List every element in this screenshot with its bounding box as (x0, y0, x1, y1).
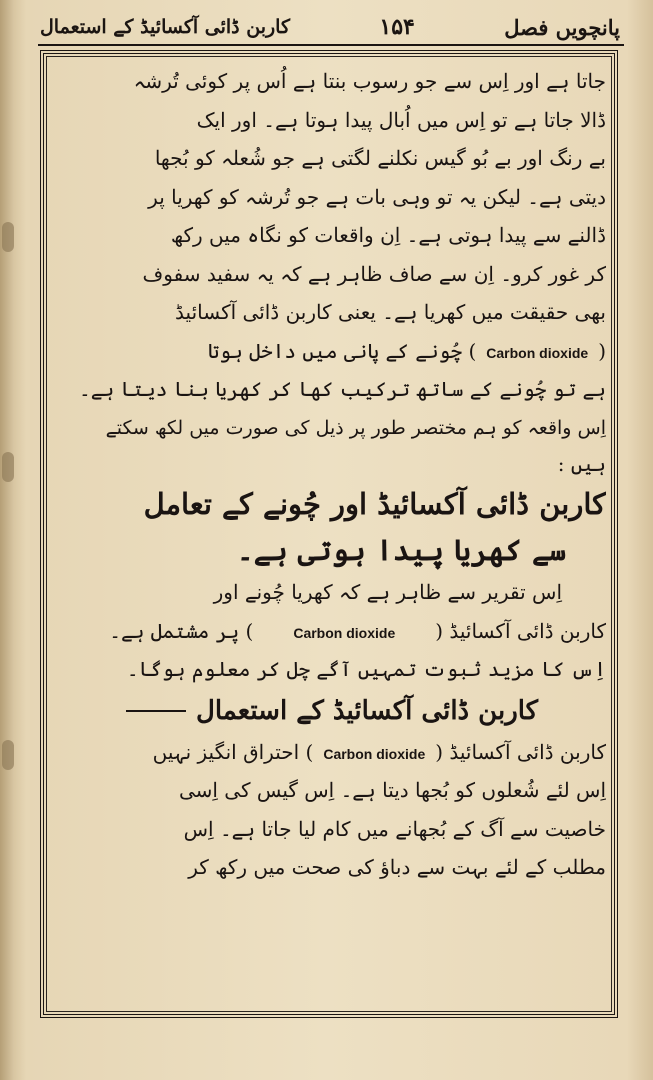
text-fragment: ) احتراق انگیز نہیں (152, 739, 314, 764)
text-line-with-english (58, 733, 606, 772)
text-line: بھی حقیقت میں کھریا ہے۔ یعنی کاربن ڈائی آکسائیڈ (175, 300, 606, 324)
binding-hole (2, 222, 14, 252)
page-number: ۱۵۴ (379, 14, 415, 40)
text-line: ڈالنے سے پیدا ہوتی ہے۔ اِن واقعات کو نگاہ میں رکھ (170, 223, 606, 247)
english-term: Carbon dioxide (486, 344, 589, 361)
section-heading (58, 689, 606, 733)
body-text (58, 62, 606, 887)
text-line: دیتی ہے۔ لیکن یہ تو وہی بات ہے جو تُرشہ کو کھریا پر (148, 184, 606, 209)
text-line: اِس واقعہ کو ہم مختصر طور پر ذیل کی صورت میں لکھ سکتے (105, 416, 606, 439)
chapter-title: پانچویں فصل (504, 14, 620, 40)
section-heading-text: کاربن ڈائی آکسائیڈ کے استعمال (195, 695, 539, 726)
text-line: مطلب کے لئے بہت سے دباؤ کی صحت میں رکھ کر (188, 855, 606, 879)
text-fragment: ) چُونے کے پانی میں داخل ہوتا (207, 338, 477, 363)
heading-rule (126, 710, 186, 712)
text-line: اِس لئے شُعلوں کو بُجھا دیتا ہے۔ اِس گیس کی اِسی (178, 778, 606, 802)
text-line-with-english (58, 332, 606, 371)
text-line: ہیں : (557, 452, 606, 476)
text-line-with-english (58, 612, 606, 651)
text-fragment: ( (598, 338, 606, 363)
binding-hole (2, 740, 14, 770)
text-line: ہے تو چُونے کے ساتھ ترکیب کھا کر کھریا بنا دیتا ہے۔ (79, 377, 606, 401)
text-line: اِس تقریر سے ظاہر ہے کہ کھریا چُونے اور (213, 580, 562, 604)
page-header (40, 10, 620, 44)
text-line: اِس کا مزید ثبوت تمہیں آگے چل کر معلوم ہوگا۔ (126, 657, 606, 681)
text-fragment: کاربن ڈائی آکسائیڈ ( (435, 618, 606, 643)
running-title: کاربن ڈائی آکسائیڈ کے استعمال (40, 16, 290, 38)
header-rule (38, 44, 624, 46)
bold-statement-line: کاربن ڈائی آکسائیڈ اور چُونے کے تعامل (143, 487, 606, 521)
text-line: بے رنگ اور بے بُو گیس نکلنے لگتی ہے جو شُعلہ کو بُجھا (154, 146, 606, 170)
text-line: جاتا ہے اور اِس سے جو رسوب بنتا ہے اُس پر کوئی تُرشہ (133, 69, 606, 93)
binding-hole (2, 452, 14, 482)
text-fragment: کاربن ڈائی آکسائیڈ ( (435, 739, 606, 764)
bold-statement-line: سے کھریا پیدا ہوتی ہے۔ (236, 533, 566, 567)
text-line: ڈالا جاتا ہے تو اِس میں اُبال پیدا ہوتا ہے۔ اور ایک (196, 107, 606, 132)
text-line: کر غور کرو۔ اِن سے صاف ظاہر ہے کہ یہ سفید سفوف (142, 261, 606, 286)
english-term: Carbon dioxide (323, 745, 426, 762)
text-fragment: ) پر مشتمل ہے۔ (109, 618, 254, 643)
page-binding-edge (0, 0, 14, 1080)
text-line: خاصیت سے آگ کے بُجھانے میں کام لیا جاتا ہے۔ اِس (183, 816, 606, 841)
english-term: Carbon dioxide (293, 624, 396, 641)
